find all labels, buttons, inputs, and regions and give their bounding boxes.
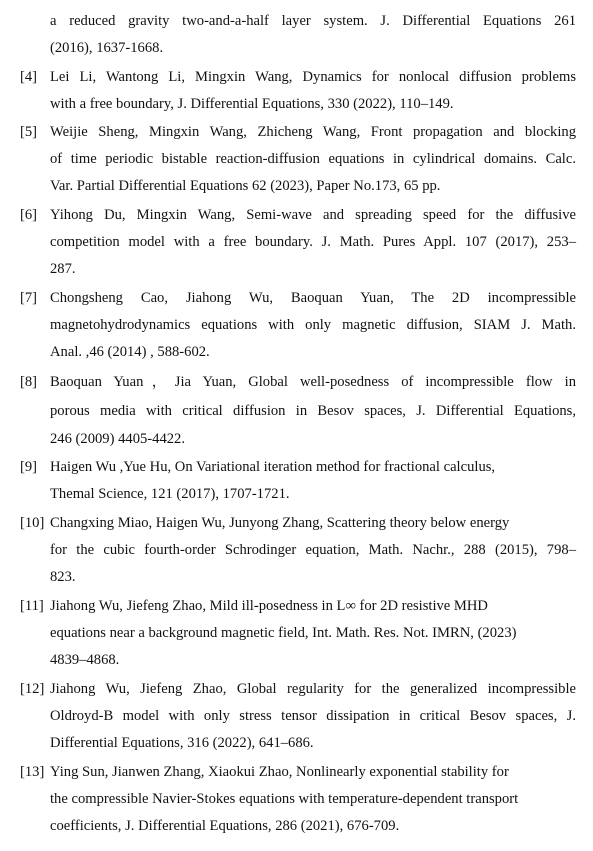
reference-line: for the cubic fourth-order Schrodinger equation, Math. Nachr., 288 (2015), 798–	[50, 542, 576, 558]
reference-number: [11]	[20, 598, 44, 614]
reference-line: Anal. ,46 (2014) , 588-602.	[50, 344, 210, 360]
reference-line: competition model with a free boundary. J. Math. Pures Appl. 107 (2017), 253–	[50, 234, 576, 250]
reference-line: porous media with critical diffusion in Besov spaces, J. Differential Equations,	[50, 403, 576, 419]
reference-line: Changxing Miao, Haigen Wu, Junyong Zhang, Scattering theory below energy	[50, 515, 510, 531]
reference-line: 823.	[50, 569, 76, 585]
reference-line: 4839–4868.	[50, 652, 120, 668]
reference-line: Differential Equations, 316 (2022), 641–686.	[50, 735, 314, 751]
reference-line: Themal Science, 121 (2017), 1707-1721.	[50, 486, 290, 502]
reference-line: coefficients, J. Differential Equations, 286 (2021), 676-709.	[50, 818, 400, 834]
reference-number: [4]	[20, 69, 38, 85]
reference-line: Baoquan Yuan，Jia Yuan, Global well-posedness of incompressible flow in	[50, 374, 576, 390]
reference-line: with a free boundary, J. Differential Equations, 330 (2022), 110–149.	[50, 96, 454, 112]
reference-line: the compressible Navier-Stokes equations with temperature-dependent transport	[50, 791, 519, 807]
reference-line: Oldroyd-B model with only stress tensor dissipation in critical Besov spaces, J.	[50, 708, 576, 724]
reference-line: Jiahong Wu, Jiefeng Zhao, Global regularity for the generalized incompressible	[50, 681, 576, 697]
reference-number: [5]	[20, 124, 38, 140]
reference-line: Jiahong Wu, Jiefeng Zhao, Mild ill-posedness in L∞ for 2D resistive MHD	[50, 598, 488, 614]
reference-number: [9]	[20, 459, 38, 475]
reference-number: [13]	[20, 764, 45, 780]
reference-line: Chongsheng Cao, Jiahong Wu, Baoquan Yuan, The 2D incompressible	[50, 290, 576, 306]
reference-number: [7]	[20, 290, 38, 306]
reference-line: Ying Sun, Jianwen Zhang, Xiaokui Zhao, Nonlinearly exponential stability for	[50, 764, 509, 780]
reference-line: Yihong Du, Mingxin Wang, Semi-wave and spreading speed for the diffusive	[50, 207, 576, 223]
reference-number: [12]	[20, 681, 45, 697]
reference-line: magnetohydrodynamics equations with only magnetic diffusion, SIAM J. Math.	[50, 317, 576, 333]
reference-line: Lei Li, Wantong Li, Mingxin Wang, Dynamics for nonlocal diffusion problems	[50, 69, 576, 85]
reference-line: (2016), 1637-1668.	[50, 40, 164, 56]
reference-line: Var. Partial Differential Equations 62 (2023), Paper No.173, 65 pp.	[50, 178, 441, 194]
reference-line: of time periodic bistable reaction-diffusion equations in cylindrical domains. Calc.	[50, 151, 576, 167]
reference-number: [10]	[20, 515, 45, 531]
reference-line: 287.	[50, 261, 76, 277]
reference-line: Weijie Sheng, Mingxin Wang, Zhicheng Wang, Front propagation and blocking	[50, 124, 576, 140]
reference-number: [8]	[20, 374, 38, 390]
reference-line: equations near a background magnetic field, Int. Math. Res. Not. IMRN, (2023)	[50, 625, 517, 641]
reference-line: 246 (2009) 4405-4422.	[50, 431, 185, 447]
reference-line: Haigen Wu ,Yue Hu, On Variational iteration method for fractional calculus,	[50, 459, 496, 475]
reference-line: a reduced gravity two-and-a-half layer system. J. Differential Equations 261	[50, 13, 576, 29]
reference-number: [6]	[20, 207, 38, 223]
